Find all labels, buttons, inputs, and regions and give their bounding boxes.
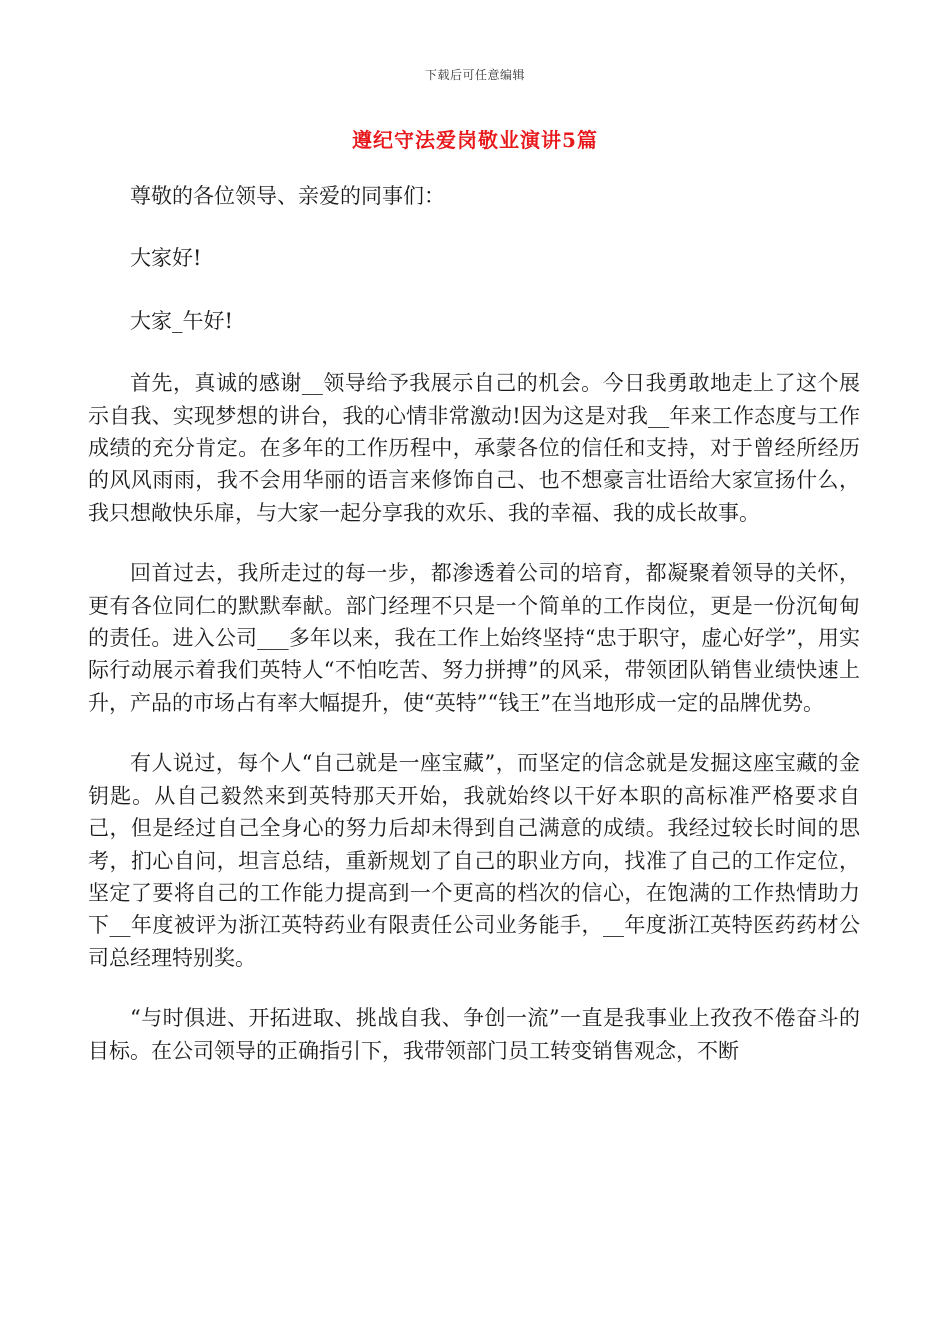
greeting-paragraph-2: 大家_午好! bbox=[130, 308, 233, 333]
body-paragraph: “与时俱进、开拓进取、挑战自我、争创一流”一直是我事业上孜孜不倦奋斗的目标。在公司领导的正确指引下，我带领部门员工转变销售观念，不断 bbox=[88, 1006, 860, 1063]
greeting-paragraph: 大家好! bbox=[130, 246, 202, 271]
document-title: 遵纪守法爱岗敬业演讲5篇 bbox=[352, 128, 598, 152]
header-note: 下载后可任意编辑 bbox=[424, 68, 525, 82]
body-paragraph: 首先，真诚的感谢__领导给予我展示自己的机会。今日我勇敢地走上了这个展示自我、实现梦想的讲台，我的心情非常激动!因为这是对我__年来工作态度与工作成绩的充分肯定。在多年的工作历程中，承蒙各位的信任和支持，对于曾经所经历的风风雨雨，我不会用华丽的语言来修饰自己、也不想豪言壮语给大家宣扬什么，我只想敞快乐扉，与大家一起分享我的欢乐、我的幸福、我的成长故事。 bbox=[88, 371, 860, 525]
salutation-paragraph: 尊敬的各位领导、亲爱的同事们： bbox=[130, 184, 445, 208]
body-paragraph: 回首过去，我所走过的每一步，都渗透着公司的培育，都凝聚着领导的关怀，更有各位同仁的默默奉献。部门经理不只是一个简单的工作岗位，更是一份沉甸甸的责任。进入公司___多年以来，我在工作上始终坚持“忠于职守，虚心好学”，用实际行动展示着我们英特人“不怕吃苦、努力拼搏”的风采，带领团队销售业绩快速上升，产品的市场占有率大幅提升，使“英特”“钱王”在当地形成一定的品牌优势。 bbox=[88, 561, 860, 715]
document-body bbox=[88, 180, 860, 1095]
body-paragraph: 有人说过，每个人“自己就是一座宝藏”，而坚定的信念就是发掘这座宝藏的金钥匙。从自己毅然来到英特那天开始，我就始终以干好本职的高标准严格要求自己，但是经过自己全身心的努力后却未得到自己满意的成绩。我经过较长时间的思考，扪心自问，坦言总结，重新规划了自己的职业方向，找准了自己的工作定位，坚定了要将自己的工作能力提高到一个更高的档次的信心，在饱满的工作热情助力下__年度被评为浙江英特药业有限责任公司业务能手，__年度浙江英特医药药材公司总经理特别奖。 bbox=[88, 751, 860, 970]
